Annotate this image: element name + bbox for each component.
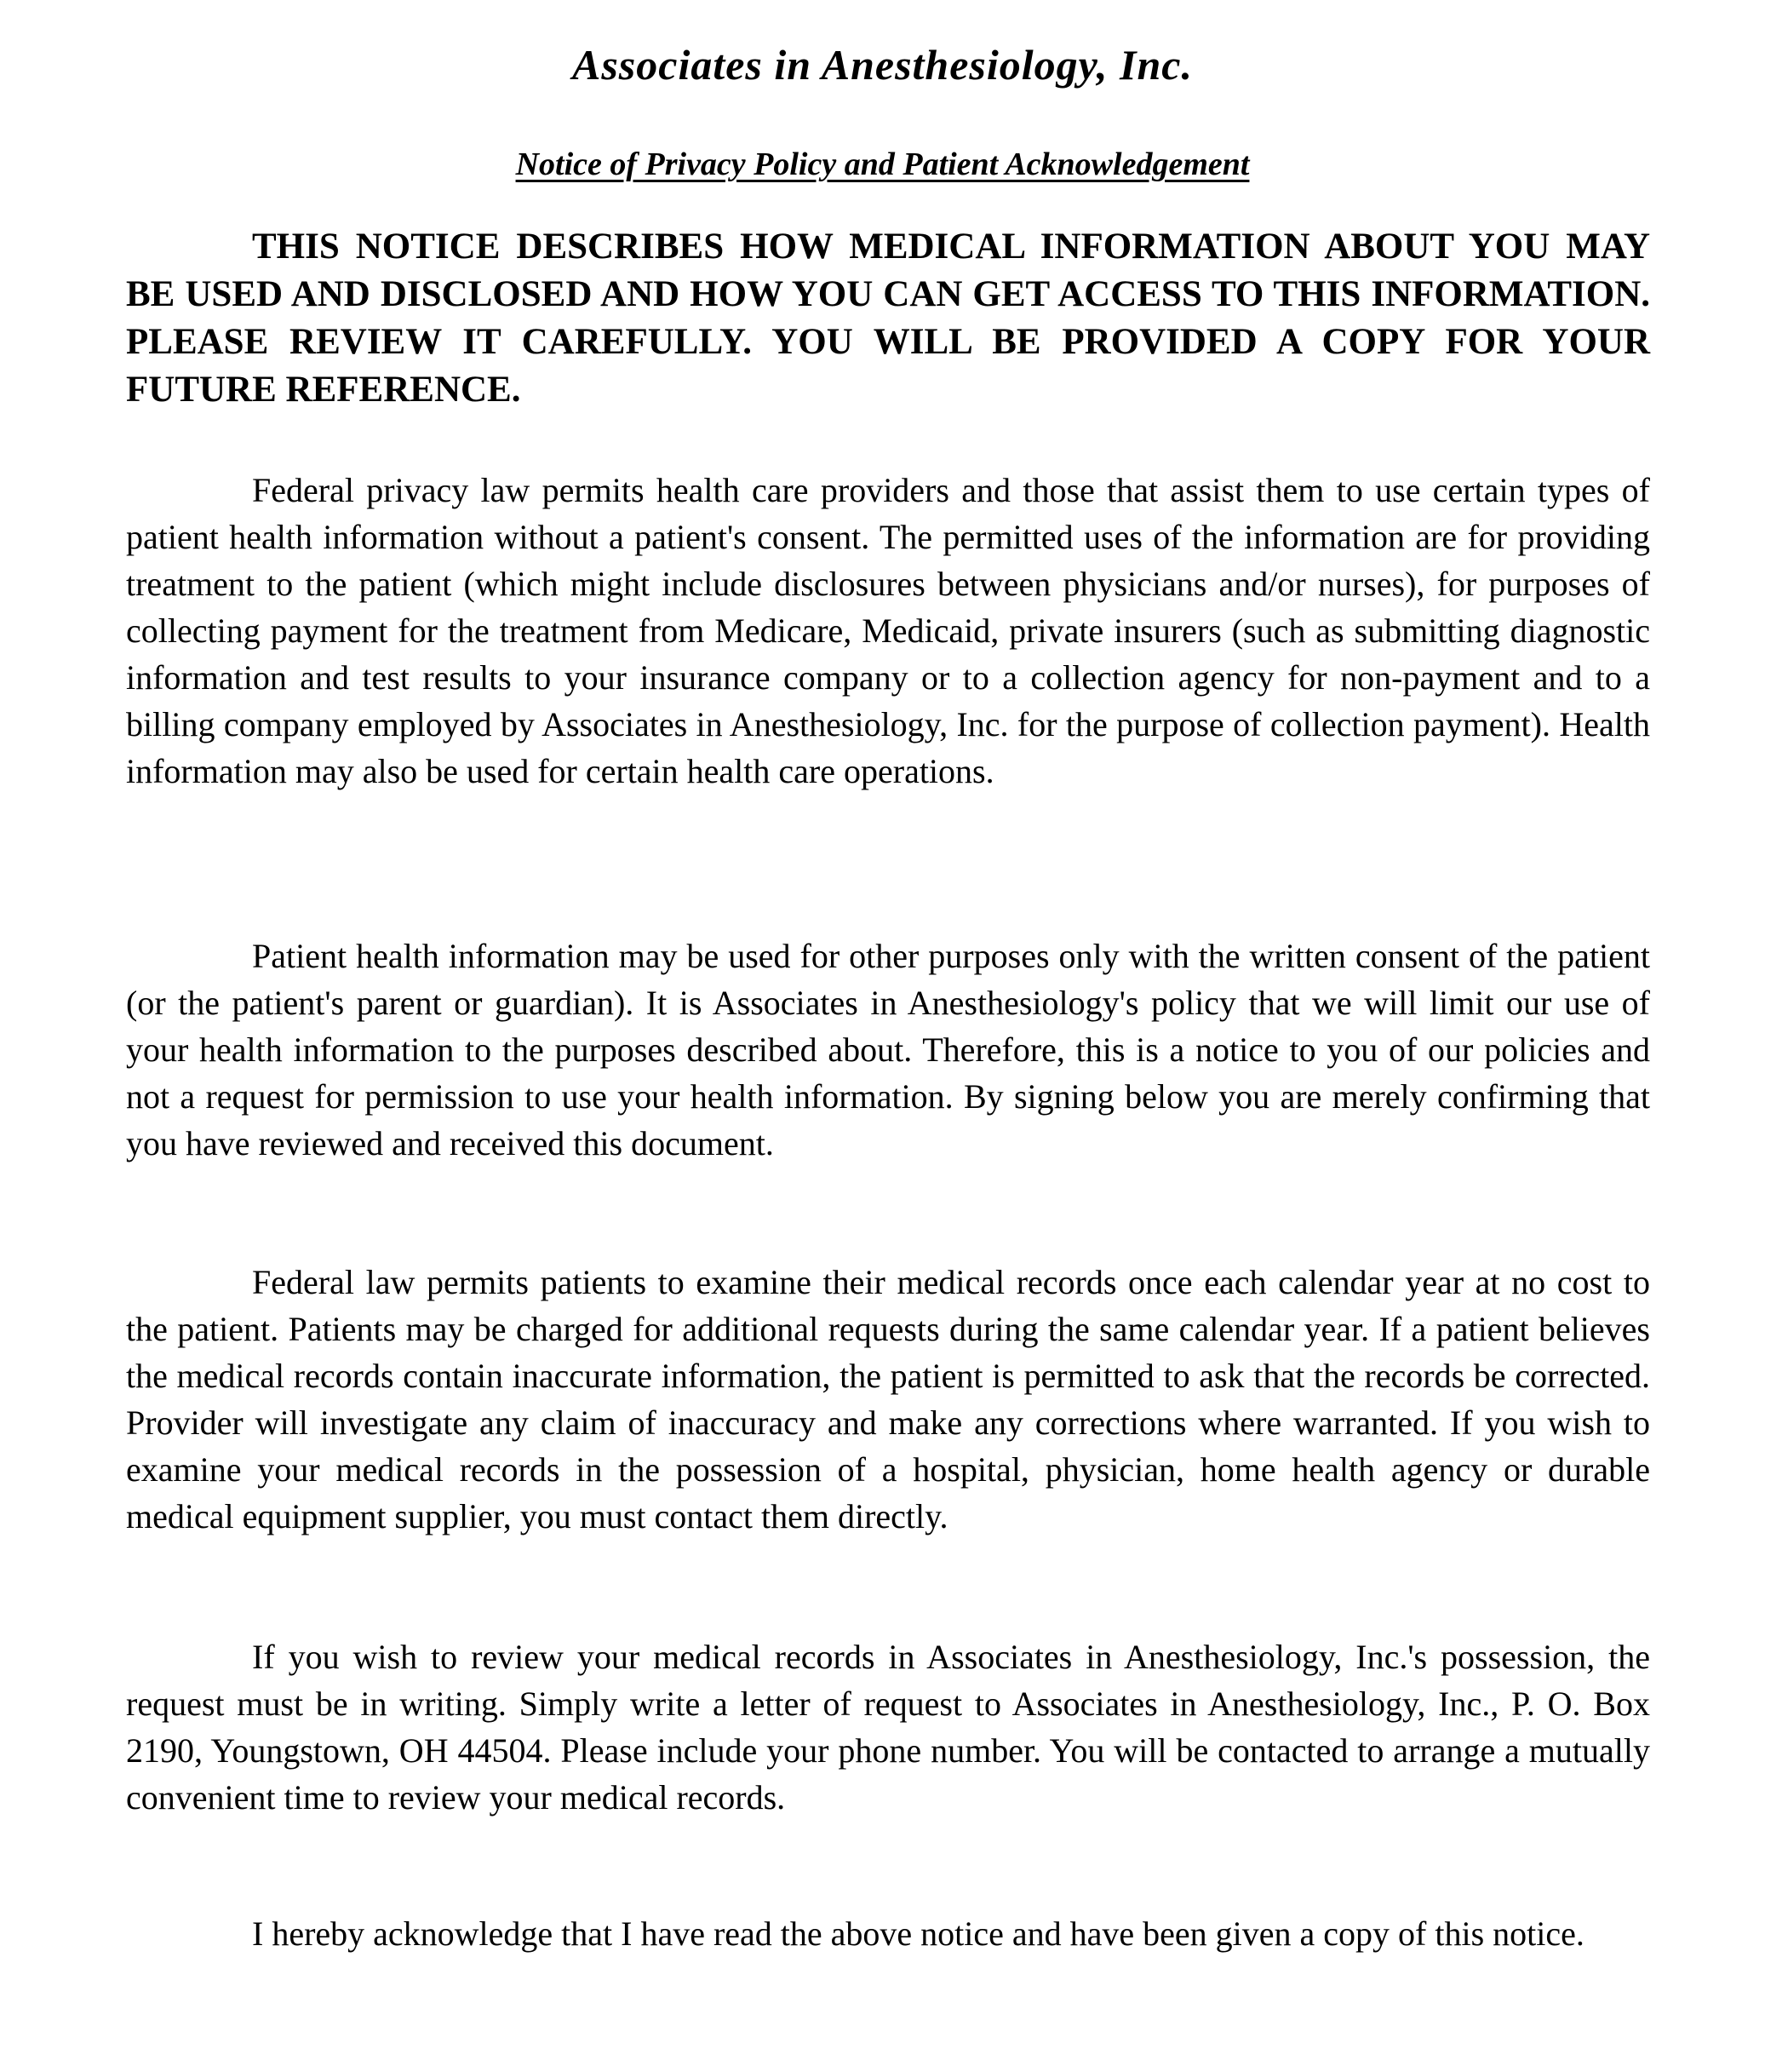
paragraph-acknowledgement: I hereby acknowledge that I have read the above notice and have been given a copy of this notice.	[252, 1914, 1584, 1953]
document-title: Associates in Anesthesiology, Inc.	[572, 41, 1193, 89]
paragraph-other-purposes: Patient health information may be used for other purposes only with the written consent of the patient (or the patient's parent or guardian). It is Associates in Anesthesiology's policy that we will limit our use of your health information to the purposes described about. Therefore, this is a notice to you of our policies and not a request for permission to use your health information. By signing below you are merely confirming that you have reviewed and received this document.	[126, 937, 1650, 1162]
subtitle-text: Notice of Privacy Policy and Patient Acknowledgement	[515, 146, 1250, 182]
paragraph-examine-records: Federal law permits patients to examine their medical records once each calendar year at no cost to the patient. Patients may be charged for additional requests during the same calendar year. If a patient believes the medical records contain inaccurate information, the patient is permitted to ask that the records be corrected. Provider will investigate any claim of inaccuracy and make any corrections where warranted. If you wish to examine your medical records in the possession of a hospital, physician, home health agency or durable medical equipment supplier, you must contact them directly.	[126, 1263, 1650, 1535]
notice-statement: THIS NOTICE DESCRIBES HOW MEDICAL INFORMATION ABOUT YOU MAY BE USED AND DISCLOSED AND HOW YOU CAN GET ACCESS TO THIS INFORMATION. PLEASE REVIEW IT CAREFULLY. YOU WILL BE PROVIDED A COPY FOR YOUR FUTURE REFERENCE.	[126, 227, 1650, 410]
paragraph-review-request: If you wish to review your medical records in Associates in Anesthesiology, Inc.'s possession, the request must be in writing. Simply write a letter of request to Associates in Anesthesiology, Inc., P. O. Box 2190, Youngstown, OH 44504. Please include your phone number. You will be contacted to arrange a mutually convenient time to review your medical records.	[126, 1638, 1650, 1817]
document-subtitle	[0, 143, 1765, 186]
paragraph-permitted-uses: Federal privacy law permits health care providers and those that assist them to use certain types of patient health information without a patient's consent. The permitted uses of the information are for providing treatment to the patient (which might include disclosures between physicians and/or nurses), for purposes of collecting payment for the treatment from Medicare, Medicaid, private insurers (such as submitting diagnostic information and test results to your insurance company or to a collection agency for non-payment and to a billing company employed by Associates in Anesthesiology, Inc. for the purpose of collection payment). Health information may also be used for certain health care operations.	[126, 471, 1650, 790]
